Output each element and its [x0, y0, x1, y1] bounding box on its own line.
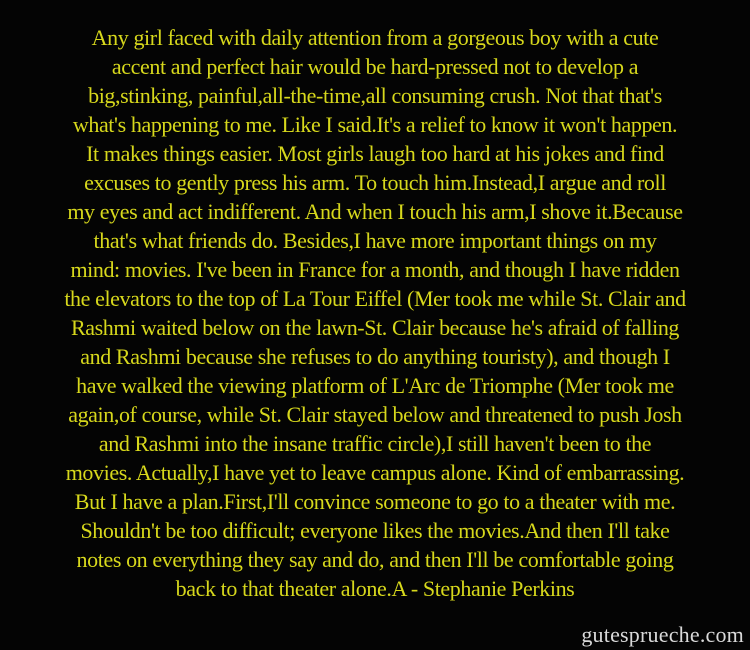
quote-line: my eyes and act indifferent. And when I touch his arm,I shove it.Because	[67, 199, 683, 224]
quote-line: again,of course, while St. Clair stayed below and threatened to push Josh	[68, 402, 682, 427]
quote-line: back to that theater alone.A - Stephanie Perkins	[175, 576, 575, 601]
quote-line: and Rashmi because she refuses to do anything touristy), and though I	[80, 344, 670, 369]
quote-line: what's happening to me. Like I said.It's a relief to know it won't happen.	[72, 112, 678, 137]
quote-line: notes on everything they say and do, and then I'll be comfortable going	[76, 547, 674, 572]
quote-line: movies. Actually,I have yet to leave campus alone. Kind of embarrassing.	[65, 460, 685, 485]
quote-line: have walked the viewing platform of L'Arc de Triomphe (Mer took me	[76, 373, 674, 398]
quote-line: Shouldn't be too difficult; everyone likes the movies.And then I'll take	[80, 518, 670, 543]
quote-line: Any girl faced with daily attention from a gorgeous boy with a cute	[91, 25, 659, 50]
quote-line: Rashmi waited below on the lawn-St. Clair because he's afraid of falling	[70, 315, 680, 340]
quote-line: that's what friends do. Besides,I have more important things on my	[93, 228, 657, 253]
quote-line: excuses to gently press his arm. To touch him.Instead,I argue and roll	[84, 170, 666, 195]
quote-line: mind: movies. I've been in France for a month, and though I have ridden	[70, 257, 680, 282]
quote-line: the elevators to the top of La Tour Eiffel (Mer took me while St. Clair and	[64, 286, 686, 311]
quote-line: accent and perfect hair would be hard-pressed not to develop a	[111, 54, 639, 79]
quote-line: big,stinking, painful,all-the-time,all consuming crush. Not that that's	[88, 83, 662, 108]
watermark-site-url: gutesprueche.com	[581, 622, 744, 647]
quote-text-block	[0, 23, 750, 603]
quote-line: and Rashmi into the insane traffic circle),I still haven't been to the	[98, 431, 652, 456]
quote-line: But I have a plan.First,I'll convince someone to go to a theater with me.	[74, 489, 676, 514]
quote-line: It makes things easier. Most girls laugh too hard at his jokes and find	[86, 141, 664, 166]
